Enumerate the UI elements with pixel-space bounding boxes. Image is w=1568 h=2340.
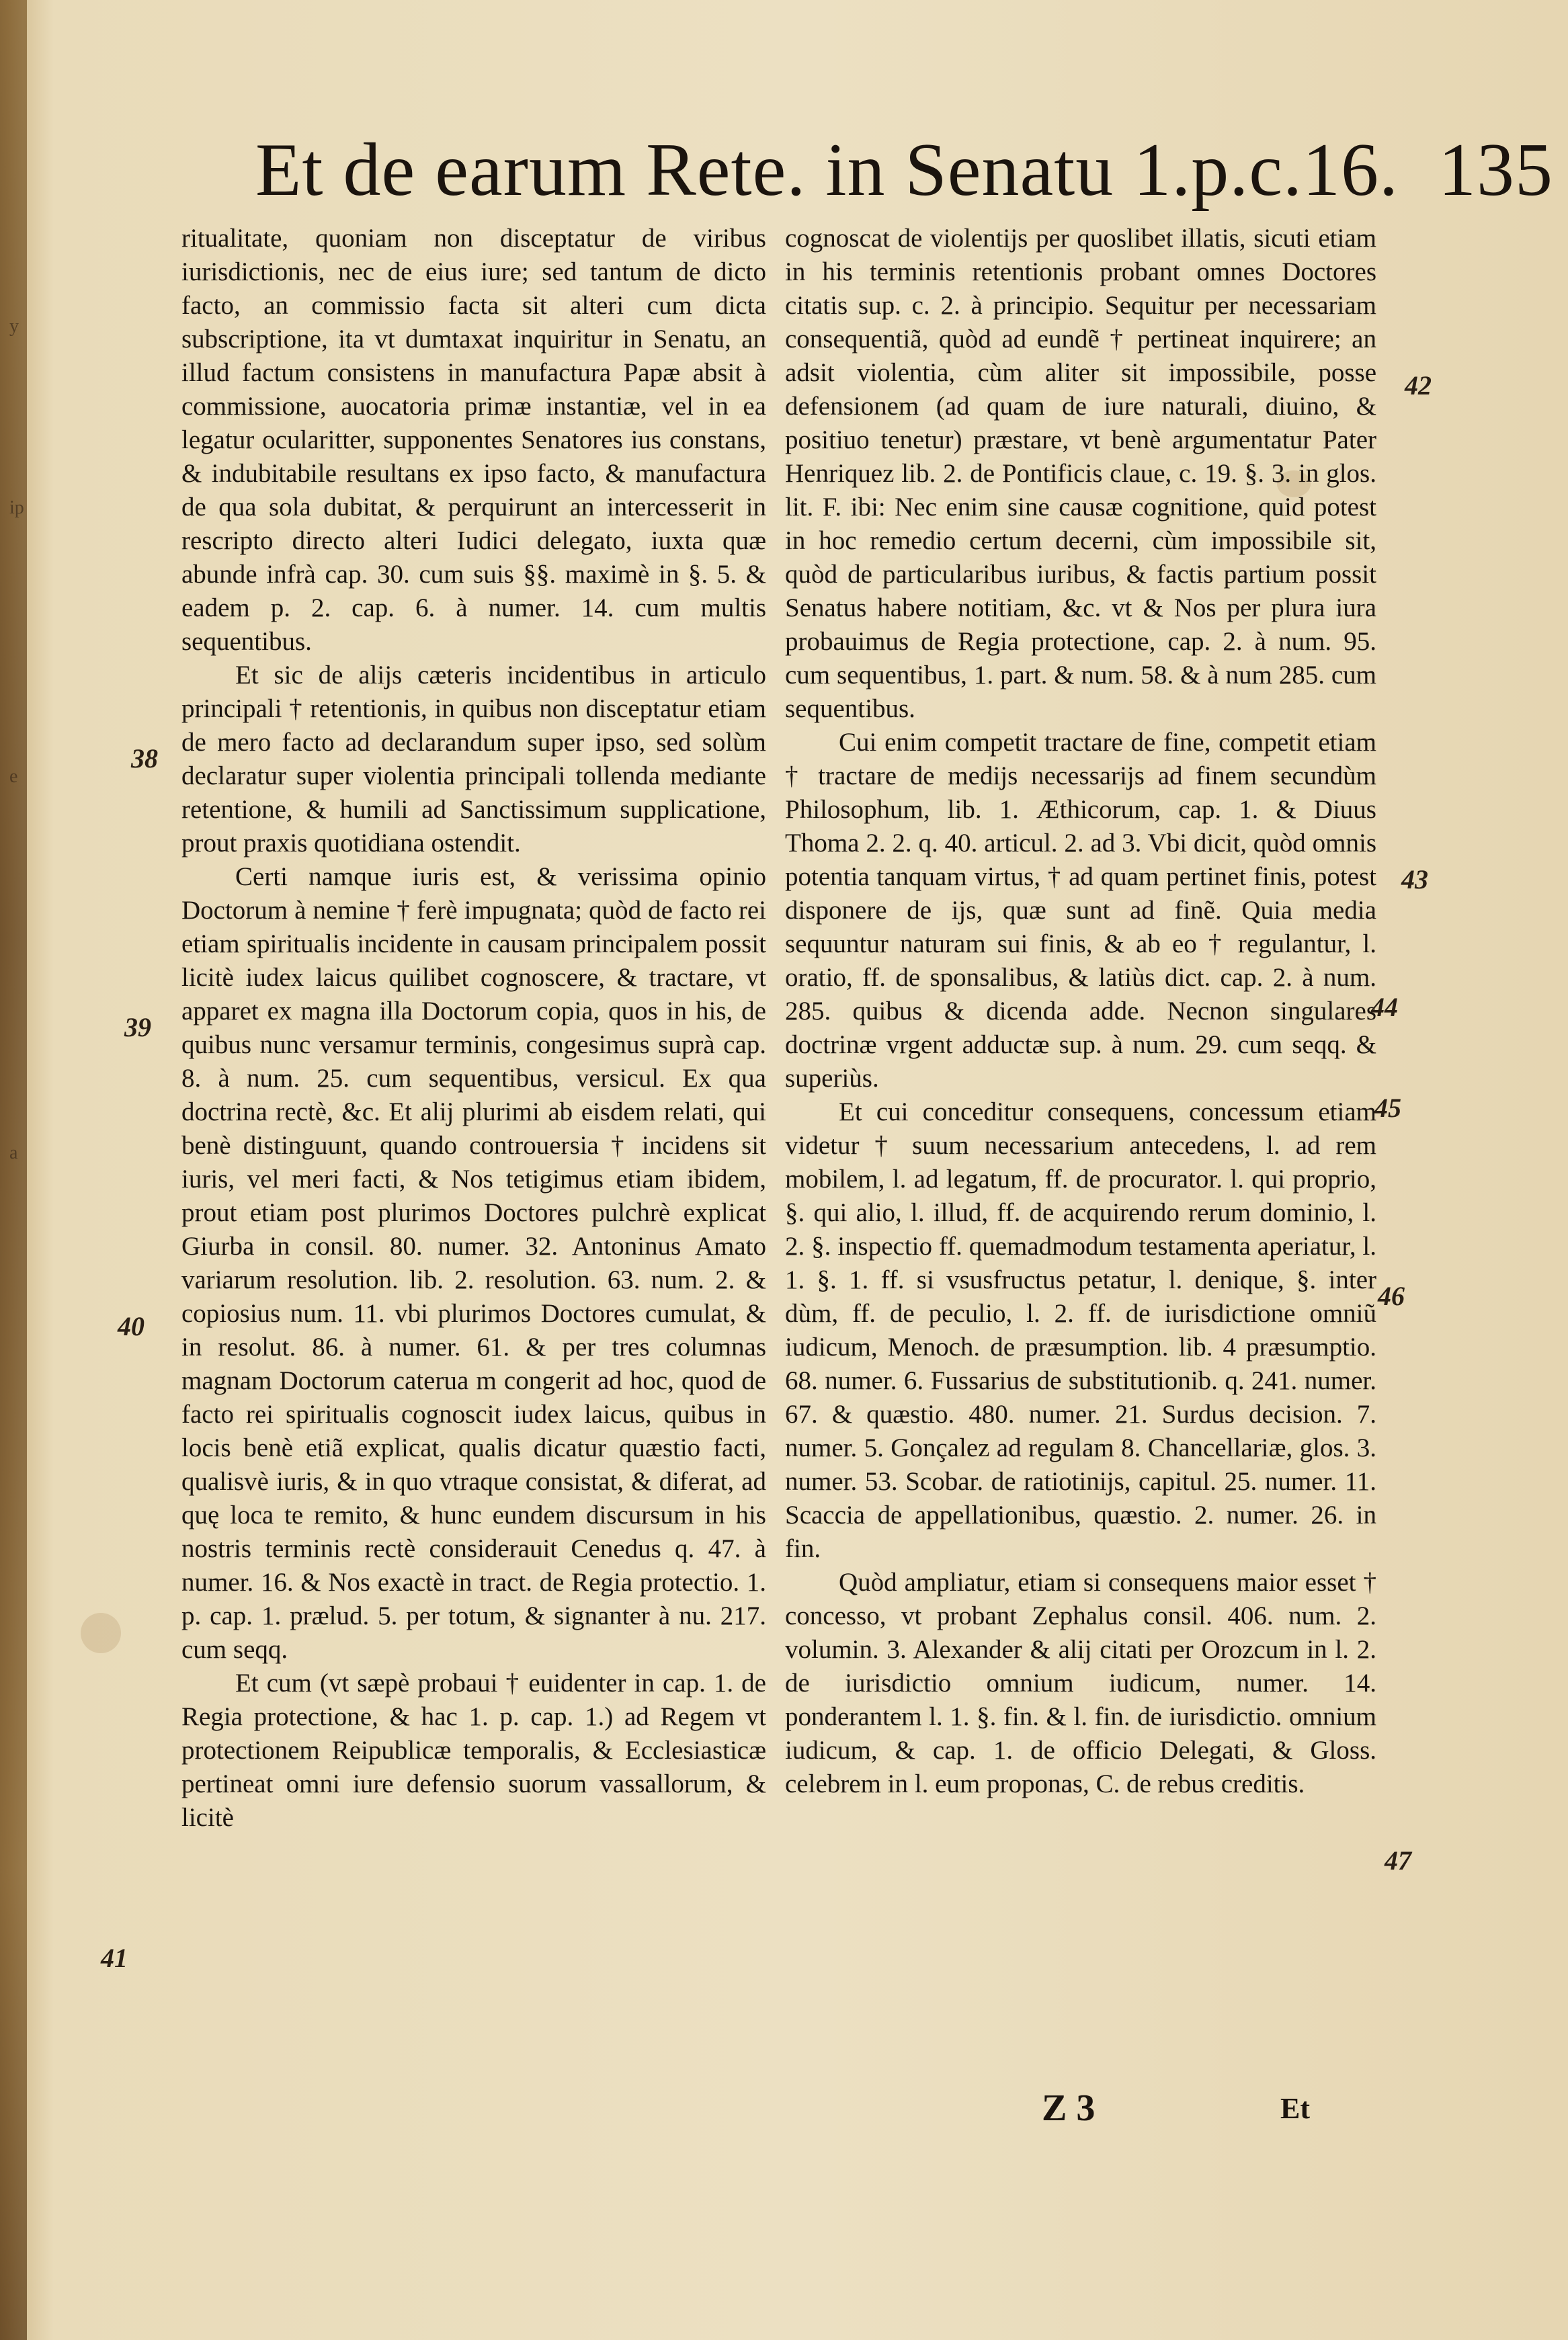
page-number: 135: [1438, 128, 1553, 212]
paragraph: cognoscat de violentijs per quoslibet illatis, sicuti etiam in his terminis retentionis probant omnes Doctores citatis sup. c. 2. à principio. Sequitur per necessariam consequentiã, quòd ad eundẽ † pertineat inquirere; an adsit violentia, cùm aliter sit impossibile, posse defensionem (ad quam de iure naturali, diuino, & positiuo tenetur) præstare, vt benè argumentatur Pater Henriquez lib. 2. de Pontificis claue, c. 19. §. 3. in glos. lit. F. ibi: Nec enim sine causæ cognitione, quid potest in hoc remedio certum decerni, cùm impossibile sit, quòd de particularibus iuribus, & factis partium possit Senatus habere notitiam, &c. vt & Nos per plura iura probauimus de Regia protectione, cap. 2. à num. 95. cum sequentibus, 1. part. & num. 58. & à num 285. cum sequentibus.: [785, 224, 1376, 723]
paragraph: Cui enim competit tractare de fine, competit etiam † tractare de medijs necessarijs ad finem secundùm Philosophum, lib. 1. Æthicorum, cap. 1. & Diuus Thoma 2. 2. q. 40. articul. 2. ad 3. Vbi dicit, quòd omnis potentia tanquam virtus, † ad quam pertinet finis, potest disponere de ijs, quæ sunt ad finẽ. Quia media sequuntur naturam sui finis, & ab eo † regulantur, l. oratio, ff. de sponsalibus, & latiùs dict. cap. 2. à num. 285. quibus & dicenda adde. Necnon singulares doctrinæ vrgent adductæ sup. à num. 29. cum seqq. & superiùs.: [785, 728, 1376, 1093]
margin-note-number: 42: [1405, 370, 1432, 401]
header-title: Et de earum Rete. in Senatu 1.p.c.16.: [255, 128, 1399, 212]
margin-note-number: 38: [131, 743, 158, 774]
margin-note-number: 44: [1371, 992, 1398, 1022]
paper-stain: [81, 1613, 121, 1653]
bleed-through-mark: ip: [9, 497, 24, 518]
margin-note-number: 41: [101, 1943, 128, 1973]
page-binding-edge: [0, 0, 27, 2340]
paragraph: ritualitate, quoniam non disceptatur de viribus iurisdictionis, nec de eius iure; sed tantum de dicto facto, an commissio facta sit alteri cum dicta subscriptione, ita vt dumtaxat inquiritur in Senatu, an illud factum consistens in manufactura Papæ absit à commissione, auocatoria primæ instantiæ, vel in ea legatur ocularitter, supponentes Senatores ius constans, & indubitabile resultans ex ipso facto, & manufactura de qua sola dubitat, & perquirunt an intercesserit in rescripto directo alteri Iudici delegato, iuxta quæ abunde infrà cap. 30. cum suis §§. maximè in §. 5. & eadem p. 2. cap. 6. à numer. 14. cum multis sequentibus.: [181, 224, 766, 656]
margin-note-number: 45: [1374, 1093, 1401, 1123]
bleed-through-mark: e: [9, 766, 18, 787]
paragraph: Certi namque iuris est, & verissima opinio Doctorum à nemine † ferè impugnata; quòd de facto rei etiam spiritualis incidente in causam principalem possit licitè iudex laicus quilibet cognoscere, & tractare, vt apparet ex magna illa Doctorum copia, quos in his, de quibus nunc versamur terminis, congesimus suprà cap. 8. à num. 25. cum sequentibus, versicul. Ex qua doctrina rectè, &c. Et alij plurimi ab eisdem relati, qui benè distinguunt, quando controuersia † incidens sit iuris, vel meri facti, & Nos tetigimus etiam ibidem, prout etiam post plurimos Doctores pulchrè explicat Giurba in consil. 80. numer. 32. Antoninus Amato variarum resolution. lib. 2. resolution. 63. num. 2. & copiosius num. 11. vbi plurimos Doctores cumulat, & in resolut. 86. à numer. 61. & per tres columnas magnam Doctorum caterua m congerit ad hoc, quod de facto rei spiritualis cognoscit iudex laicus, quibus in locis benè etiã explicat, qualis dicatur quæstio facti, qualisvè iuris, & in quo vtraque consistat, & diferat, ad quę loca te remito, & hunc eundem discursum in his nostris terminis rectè considerauit Cenedus q. 47. à numer. 16. & Nos exactè in tract. de Regia protectio. 1. p. cap. 1. prælud. 5. per totum, & signanter à nu. 217. cum seqq.: [181, 862, 766, 1664]
margin-note-number: 46: [1378, 1281, 1405, 1311]
margin-note-number: 43: [1401, 864, 1428, 894]
paragraph: Et cum (vt sæpè probaui † euidenter in cap. 1. de Regia protectione, & hac 1. p. cap. 1.) ad Regem vt protectionem Reipublicæ temporalis, & Ecclesiasticæ pertineat omni iure defensio suorum vassallorum, & licitè: [181, 1669, 766, 1832]
paragraph: Et sic de alijs cæteris incidentibus in articulo principali † retentionis, in quibus non disceptatur etiam de mero facto ad declarandum super ipso, sed solùm declaratur super violentia principali tollenda mediante retentione, & humili ad Sanctissimum supplicatione, prout praxis quotidiana ostendit.: [181, 661, 766, 858]
signature-mark: Z 3: [1042, 2087, 1096, 2129]
running-header: [255, 120, 1553, 227]
left-text-column: [181, 222, 766, 1835]
right-text-column: [785, 222, 1376, 1801]
margin-note-number: 39: [124, 1012, 151, 1042]
margin-note-number: 40: [118, 1311, 145, 1341]
margin-note-number: 47: [1385, 1845, 1411, 1876]
paragraph: Quòd ampliatur, etiam si consequens maior esset † concesso, vt probant Zephalus consil. 406. num. 2. volumin. 3. Alexander & alij citati per Orozcum in l. 2. de iurisdictio omnium iudicum, numer. 14. ponderantem l. 1. §. fin. & l. fin. de iurisdictio. omnium iudicum, & cap. 1. de officio Delegati, & Gloss. celebrem in l. eum proponas, C. de rebus creditis.: [785, 1568, 1376, 1798]
catchword: Et: [1280, 2092, 1310, 2125]
paragraph: Et cui conceditur consequens, concessum etiam videtur † suum necessarium antecedens, l. ad rem mobilem, l. ad legatum, ff. de procurator. l. qui proprio, §. qui alio, l. illud, ff. de acquirendo rerum dominio, l. 2. §. inspectio ff. quemadmodum testamenta aperiatur, l. 1. §. 1. ff. si vsusfructus petatur, l. denique, §. inter dùm, ff. de peculio, l. 2. ff. de iurisdictione omniũ iudicum, Menoch. de præsumption. lib. 4 præsumptio. 68. numer. 6. Fussarius de substitutionib. q. 241. numer. 67. & quæstio. 480. numer. 21. Surdus decision. 7. numer. 5. Gonçalez ad regulam 8. Chancellariæ, glos. 3. numer. 53. Scobar. de ratiotinijs, capitul. 25. numer. 11. Scaccia de appellationibus, quæstio. 2. numer. 26. in fin.: [785, 1097, 1376, 1563]
bleed-through-mark: y: [9, 316, 19, 337]
bleed-through-mark: a: [9, 1142, 18, 1163]
